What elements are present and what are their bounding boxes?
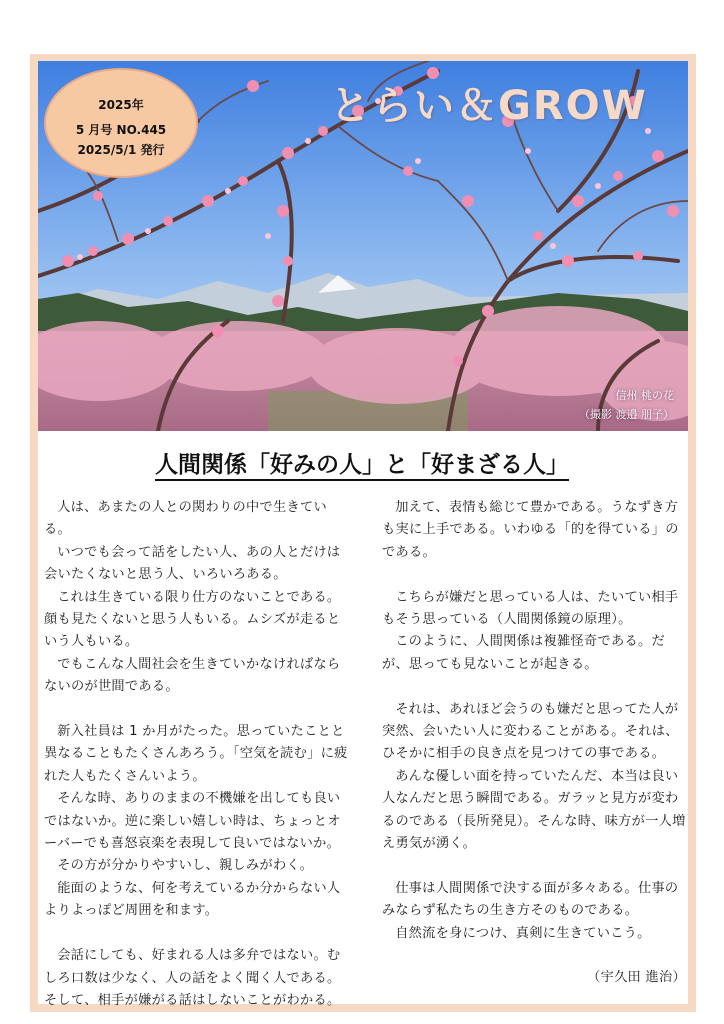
article-column-right [382, 497, 686, 990]
paragraph: 新入社員は 1 か月がたった。思っていたことと異なることもたくさんあろう。「空気を読む」に疲れた人もたくさんいよう。 [44, 724, 348, 784]
paragraph-gap [382, 564, 686, 586]
paragraph: こちらが嫌だと思っている人は、たいてい相手もそう思っている（人間関係鏡の原理）。 [382, 589, 679, 628]
paragraph: 自然流を身につけ、真剣に生きていこう。 [395, 925, 651, 941]
paragraph-gap [44, 699, 348, 721]
paragraph: それは、あれほど会うのも嫌だと思ってた人が突然、会いたい人に変わることがある。それは、ひそかに相手の良き点を見つけての事である。 [382, 701, 679, 762]
paragraph: 仕事は人間関係で決する面が多々ある。仕事のみならず私たちの生き方そのものである。 [382, 880, 679, 919]
photo-caption: 信州 桃の花 [615, 389, 674, 402]
paragraph: 人は、あまたの人との関わりの中で生きている。 [44, 500, 327, 538]
paragraph: 会話にしても、好まれる人は多弁ではない。むしろ口数は少なく、人の話をよく聞く人である。そして、相手が嫌がる話はしないことがわかる。 [44, 948, 341, 1008]
article-column-left [44, 497, 348, 1012]
issue-badge [44, 68, 198, 178]
paragraph: いつでも会って話をしたい人、あの人とだけは会いたくないと思う人、いろいろある。 [44, 544, 341, 583]
paragraph: 加えて、表情も総じて豊かである。うなずき方も実に上手である。いわゆる「的を得ている」のである。 [382, 500, 679, 560]
paragraph: あんな優しい面を持っていたんだ、本当は良い人なんだと思う瞬間である。ガラッと見方が変わるのである（長所発見）。そんな時、味方が一人増え勇気が湧く。 [382, 768, 686, 852]
article-title [0, 446, 724, 479]
author-signature: （宇久田 進治） [587, 970, 686, 986]
issue-number: 5 月号 NO.445 [75, 123, 167, 137]
article-title-text: 人間関係「好みの人」と「好まざる人」 [155, 452, 569, 481]
paragraph-gap [44, 923, 348, 945]
issue-year: 2025年 [98, 98, 144, 112]
paragraph: その方が分かりやすいし、親しみがわく。 [57, 858, 314, 874]
paragraph: 能面のような、何を考えているか分からない人よりよっぽど周囲を和ます。 [44, 880, 341, 919]
newsletter-masthead: とらい＆GROW [330, 83, 648, 129]
paragraph: このように、人間関係は複雑怪奇である。だが、思っても見ないことが起きる。 [382, 634, 665, 672]
paragraph-gap [382, 676, 686, 698]
photographer: （撮影 渡邉 朋子） [579, 408, 674, 421]
paragraph: これは生きている限り仕方のないことである。顔も見たくないと思う人もいる。ムシズが走るという人もいる。 [44, 589, 341, 650]
photo-credit [579, 386, 674, 424]
paragraph-gap [382, 945, 686, 967]
paragraph: でもこんな人間社会を生きていかなければならないのが世間である。 [44, 656, 341, 695]
issue-date: 2025/5/1 発行 [77, 143, 165, 157]
paragraph: そんな時、ありのままの不機嫌を出しても良いではないか。逆に楽しい嬉しい時は、ちょっとオーバーでも喜怒哀楽を表現して良いではないか。 [44, 791, 341, 852]
paragraph-gap [382, 855, 686, 877]
